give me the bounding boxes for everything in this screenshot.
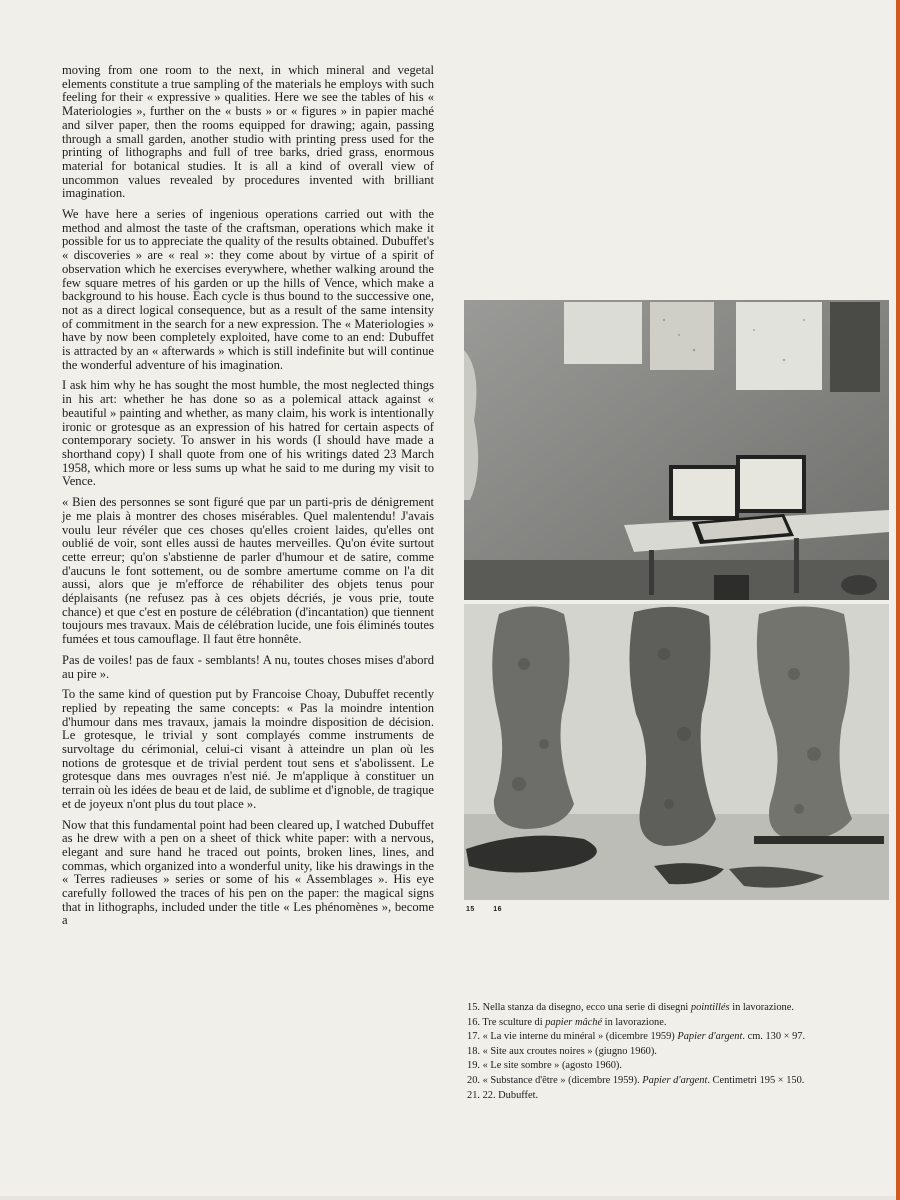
caption: 19. « Le site sombre » (agosto 1960). [467, 1060, 622, 1072]
photo-number: 16 [493, 906, 503, 913]
article-paragraph: moving from one room to the next, in which mineral and vegetal elements constitute a true sampling of the materials he employs with such feeling for their « expressive » qualities. Here we see the tables of his « Materiologies », further on the « busts » or « figures » in papier maché and silver paper, then the rooms equipped for drawing; again, passing through a small garden, another studio with printing press used for the printing of lithographs and full of tree barks, dried grass, enormous material for botanical studies. It is all a kind of overall view of uncommon values revealed by procedures invented with brilliant imagination. [62, 63, 434, 201]
caption: 16. Tre sculture di papier mâché in lavorazione. [467, 1016, 667, 1028]
article-paragraph: Pas de voiles! pas de faux - semblants! A nu, toutes choses mises d'abord au pire ». [62, 652, 434, 681]
article-paragraph: I ask him why he has sought the most humble, the most neglected things in his art: whether he has done so as a polemical attack against « beautiful » painting and whether, as many claim, his work is intentionally ironic or grotesque as an expression of his hatred for certain aspects of contemporary society. To answer in his words (I should have made a shorthand copy) I shall quote from one of his writings dated 23 March 1958, which more or less sums up what he said to me during my visit to Vence. [62, 378, 434, 489]
sculptures-image [464, 604, 889, 900]
article-paragraph: We have here a series of ingenious operations carried out with the method and almost the taste of the craftsman, operations which make it possible for us to appreciate the quality of the results obtained. Dubuffet's « discoveries » are « real »: they come about by virtue of a spirit of observation which he exercises everywhere, whether walking around the few square metres of his garden or up the hills of Vence, which make a background to his house. Each cycle is thus bound to the successive one, not as a direct logical consequence, but as a result of the same intensity of commitment in the search for a new expression. The « Materiologies » have by now been completely exploited, have come to an end: Dubuffet is attracted by an « afterwards » which is still indefinite but will continue the wonderful adventure of his imagination. [62, 207, 434, 372]
photo-sculptures [464, 604, 889, 900]
photo-number: 15 [466, 906, 475, 913]
caption: 15. Nella stanza da disegno, ecco una serie di disegni pointillés in lavorazione. [467, 1002, 794, 1013]
photo-drawing-room [464, 300, 889, 600]
caption: 21. 22. Dubuffet. [467, 1089, 539, 1101]
article-paragraph: To the same kind of question put by Francoise Choay, Dubuffet recently replied by repeating the same concepts: « Pas la moindre intention d'humour dans mes travaux, jamais la moindre disposition de décision. Le grotesque, le trivial y sont complayés comme instruments de survoltage du cérimonial, celui-ci visant à atteindre un plan où les notions de grotesque et de trivial perdent tout sens et s'abolissent. Le grotesque dans mes ouvrages n'est nié. Je m'applique à constituer un terrain où les idées de beau et de laid, de sublime et d'ignoble, de tragique et de joyeux n'ont plus du tout place ». [62, 687, 434, 811]
article-paragraph: Now that this fundamental point had been cleared up, I watched Dubuffet as he drew with a pen on a sheet of thick white paper: with a nervous, elegant and sure hand he traced out points, broken lines, lines, and commas, which organized into a wonderful unity, like his drawings in the « Terres radieuses » series or some of his « Assemblages ». His eye carefully followed the traces of his pen on the paper: the magical signs that in lithographs, included under the title « Les phénomènes », become a [62, 817, 434, 928]
page-edge [896, 0, 900, 1200]
captions-list [467, 1002, 837, 1104]
caption: 17. « La vie interne du minéral » (dicembre 1959) Papier d'argent. cm. 130 × 97. [467, 1031, 806, 1043]
photo-numbers [466, 906, 518, 913]
caption: 18. « Site aux croutes noires » (giugno 1960). [467, 1045, 657, 1057]
article-text-column [62, 64, 434, 935]
article-paragraph: « Bien des personnes se sont figuré que par un parti-pris de dénigrement je me plais à montrer des choses misérables. Quel malentendu! J'avais voulu leur révéler que ces choses qu'elles croient laides, qu'elles ont oublié de voir, sont elles aussi de hautes merveilles. Qu'on évite surtout cette erreur; qu'on s'abstienne de parler d'humour et de satire, comme d'aucuns le font sottement, ou de sombre amertume comme on l'a dit aussi, alors que je m'efforce de réhabiliter des objets tenus pour déplaisants (ne refusez pas à ces objets décriés, je vous prie, toute chance) et que c'est en posture de célébration (d'incantation) que tiennent toujours mes travaux. Mais de célébration lucide, une fois éliminés toutes fumées et tous camouflage. Il faut être honnête. [62, 495, 434, 647]
caption: 20. « Substance d'être » (dicembre 1959). Papier d'argent. Centimetri 195 × 150. [467, 1074, 805, 1086]
drawing-room-image [464, 300, 889, 600]
